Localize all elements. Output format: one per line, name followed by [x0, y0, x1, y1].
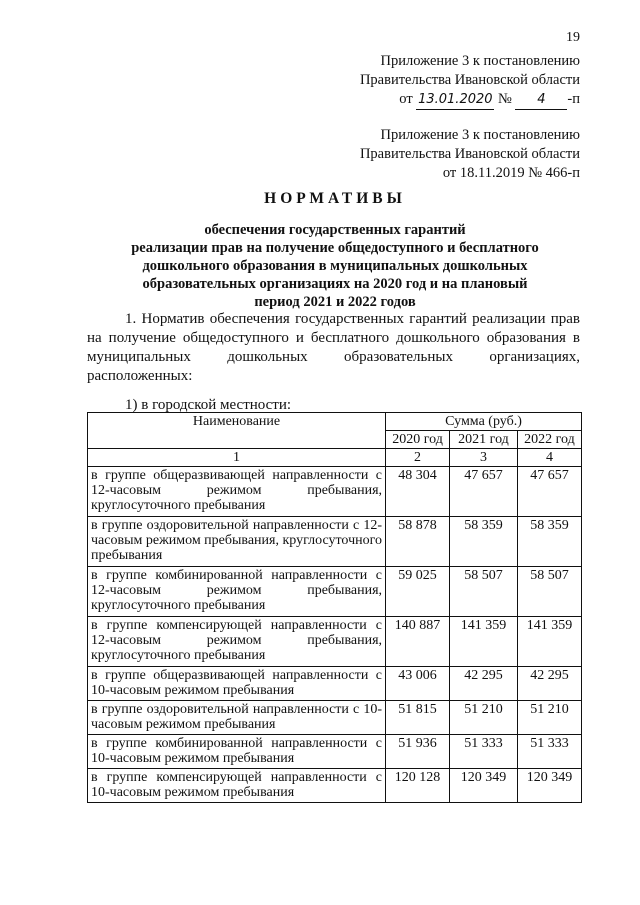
value-2021: 47 657	[450, 467, 518, 517]
value-2021: 120 349	[450, 769, 518, 803]
value-2020: 120 128	[386, 769, 450, 803]
value-2022: 51 333	[517, 735, 581, 769]
row-name: в группе общеразвивающей направленности с 10-часовым режимом пребывания	[88, 667, 386, 701]
table-row	[88, 667, 582, 701]
table-row	[88, 735, 582, 769]
subheading-urban: 1) в городской местности:	[125, 397, 292, 413]
value-2020: 59 025	[386, 567, 450, 617]
paragraph-1: 1. Норматив обеспечения государственных гарантий реализации прав на получение общедоступного и бесплатного дошкольного образования в муниципальных дошкольных образовательных организациях, расположенных:	[87, 311, 580, 384]
title-line-1: обеспечения государственных гарантий	[204, 222, 466, 238]
header-year-2020: 2020 год	[386, 431, 450, 449]
value-2022: 42 295	[517, 667, 581, 701]
table-row	[88, 567, 582, 617]
annex-date-prefix: от	[399, 91, 413, 107]
annex-number-suffix: -п	[567, 91, 580, 107]
annex-previous-line1: Приложение 3 к постановлению	[380, 127, 580, 143]
value-2022: 51 210	[517, 701, 581, 735]
value-2020: 51 936	[386, 735, 450, 769]
annex-handwritten-date: 13.01.2020	[416, 90, 494, 110]
header-year-2022: 2022 год	[517, 431, 581, 449]
row-name: в группе общеразвивающей направленности с 12-часовым режимом пребывания, круглосуточного пребывания	[88, 467, 386, 517]
row-name: в группе компенсирующей направленности с 10-часовым режимом пребывания	[88, 769, 386, 803]
title-line-2: реализации прав на получение общедоступного и бесплатного	[131, 240, 539, 256]
table-row	[88, 467, 582, 517]
title-heading: НОРМАТИВЫ	[264, 190, 406, 207]
title-line-4: образовательных организациях на 2020 год и на плановый	[142, 276, 528, 292]
annex-previous	[360, 126, 580, 183]
column-number-4: 4	[517, 449, 581, 467]
value-2020: 51 815	[386, 701, 450, 735]
norms-table	[87, 412, 582, 803]
value-2021: 58 507	[450, 567, 518, 617]
annex-current-line1: Приложение 3 к постановлению	[380, 53, 580, 69]
annex-previous-line2: Правительства Ивановской области	[359, 146, 580, 162]
value-2022: 58 507	[517, 567, 581, 617]
row-name: в группе оздоровительной направленности с 12-часовым режимом пребывания, круглосуточного пребывания	[88, 517, 386, 567]
document-title	[90, 190, 580, 311]
value-2022: 120 349	[517, 769, 581, 803]
header-year-2021: 2021 год	[450, 431, 518, 449]
value-2021: 58 359	[450, 517, 518, 567]
annex-current-line3	[360, 90, 580, 110]
value-2021: 51 210	[450, 701, 518, 735]
value-2022: 47 657	[517, 467, 581, 517]
annex-handwritten-number: 4	[515, 90, 567, 110]
column-number-3: 3	[450, 449, 518, 467]
value-2020: 140 887	[386, 617, 450, 667]
value-2020: 58 878	[386, 517, 450, 567]
value-2020: 43 006	[386, 667, 450, 701]
column-number-1: 1	[88, 449, 386, 467]
annex-current	[360, 52, 580, 110]
column-number-2: 2	[386, 449, 450, 467]
value-2021: 51 333	[450, 735, 518, 769]
annex-current-line2: Правительства Ивановской области	[359, 72, 580, 88]
table-row	[88, 769, 582, 803]
header-sum: Сумма (руб.)	[386, 413, 582, 431]
page-number: 19	[566, 30, 580, 45]
title-line-5: период 2021 и 2022 годов	[254, 294, 416, 310]
table-row	[88, 617, 582, 667]
row-name: в группе комбинированной направленности с 12-часовым режимом пребывания, круглосуточного пребывания	[88, 567, 386, 617]
value-2022: 141 359	[517, 617, 581, 667]
row-name: в группе оздоровительной направленности с 10-часовым режимом пребывания	[88, 701, 386, 735]
value-2022: 58 359	[517, 517, 581, 567]
header-name: Наименование	[88, 413, 386, 449]
value-2021: 42 295	[450, 667, 518, 701]
annex-previous-line3: от 18.11.2019 № 466-п	[442, 165, 580, 181]
row-name: в группе компенсирующей направленности с 12-часовым режимом пребывания, круглосуточного пребывания	[88, 617, 386, 667]
row-name: в группе комбинированной направленности с 10-часовым режимом пребывания	[88, 735, 386, 769]
value-2020: 48 304	[386, 467, 450, 517]
table-row	[88, 701, 582, 735]
annex-number-label: №	[497, 91, 512, 107]
title-line-3: дошкольного образования в муниципальных дошкольных	[142, 258, 528, 274]
value-2021: 141 359	[450, 617, 518, 667]
table-row	[88, 517, 582, 567]
